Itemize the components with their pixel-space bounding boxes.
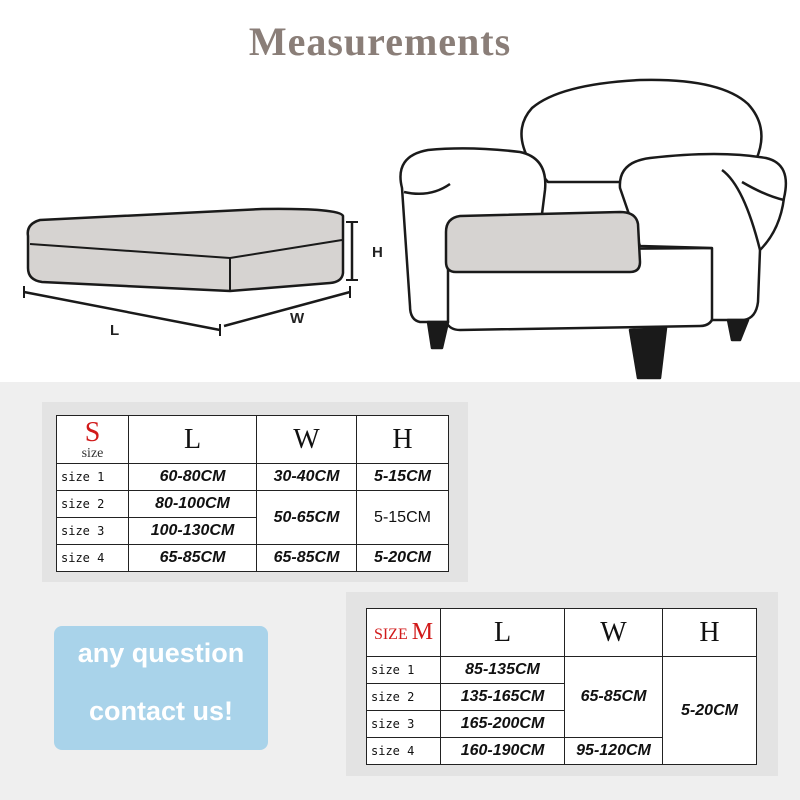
size-m-badge xyxy=(367,609,441,657)
cell-h: 5-15CM xyxy=(357,464,449,491)
contact-us-box[interactable] xyxy=(54,626,268,750)
cell-l: 85-135CM xyxy=(441,657,565,684)
row-label: size 3 xyxy=(57,518,129,545)
header-l: L xyxy=(441,609,565,657)
row-label: size 2 xyxy=(367,684,441,711)
header-w: W xyxy=(565,609,663,657)
table-row xyxy=(57,491,449,518)
row-label: size 1 xyxy=(367,657,441,684)
cell-w: 30-40CM xyxy=(257,464,357,491)
cell-l: 160-190CM xyxy=(441,738,565,765)
height-label: H xyxy=(372,244,383,261)
page-title: Measurements xyxy=(248,19,512,64)
row-label: size 4 xyxy=(57,545,129,572)
header-h: H xyxy=(357,416,449,464)
cell-w-merged: 50-65CM xyxy=(257,491,357,545)
cell-h-merged: 5-15CM xyxy=(357,491,449,545)
row-label: size 2 xyxy=(57,491,129,518)
size-m-word: SIZE xyxy=(373,626,412,643)
row-label: size 4 xyxy=(367,738,441,765)
cushion-drawing xyxy=(24,209,358,336)
cell-h-merged: 5-20CM xyxy=(663,657,757,765)
table-row xyxy=(57,464,449,491)
length-label: L xyxy=(110,322,120,339)
header-h: H xyxy=(663,609,757,657)
size-s-table xyxy=(56,415,449,572)
size-s-word: size xyxy=(81,445,104,461)
cell-l: 60-80CM xyxy=(129,464,257,491)
size-s-letter: S xyxy=(84,416,101,448)
size-m-letter: M xyxy=(411,619,434,645)
cell-l: 80-100CM xyxy=(129,491,257,518)
cell-l: 135-165CM xyxy=(441,684,565,711)
contact-line-1: any question xyxy=(77,638,245,668)
header-l: L xyxy=(129,416,257,464)
cell-h: 5-20CM xyxy=(357,545,449,572)
product-illustration xyxy=(0,0,800,382)
cell-l: 100-130CM xyxy=(129,518,257,545)
cell-w: 65-85CM xyxy=(257,545,357,572)
table-header-row xyxy=(367,609,757,657)
cell-l: 65-85CM xyxy=(129,545,257,572)
size-s-badge xyxy=(57,416,129,464)
width-label: W xyxy=(290,310,305,327)
cell-w: 95-120CM xyxy=(565,738,663,765)
table-row xyxy=(57,545,449,572)
size-m-table xyxy=(366,608,757,765)
armchair-drawing xyxy=(400,80,785,378)
cell-w-merged: 65-85CM xyxy=(565,657,663,738)
row-label: size 3 xyxy=(367,711,441,738)
contact-line-2: contact us! xyxy=(88,696,234,726)
table-header-row xyxy=(57,416,449,464)
cell-l: 165-200CM xyxy=(441,711,565,738)
table-row xyxy=(367,657,757,684)
row-label: size 1 xyxy=(57,464,129,491)
header-w: W xyxy=(257,416,357,464)
